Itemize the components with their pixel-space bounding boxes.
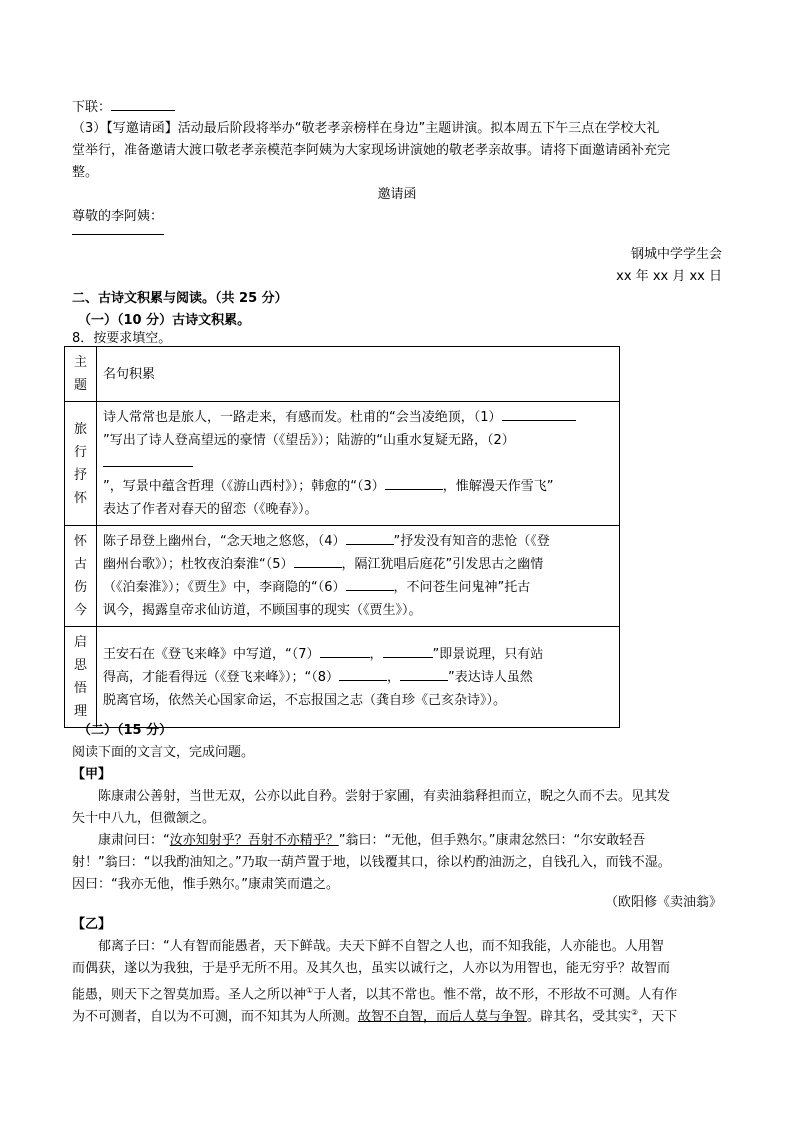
answer-blank-4[interactable] (346, 530, 394, 545)
answer-blank-8b[interactable] (400, 666, 448, 681)
passage-jia-line: 矢十中八九，但微颔之。 (72, 811, 216, 826)
passage-yi-line: 而偶获，遂以为我独，于是乎无所不用。及其久也，虽实以诚行之，人亦以为用智也，能无穷乎？故智而 (72, 961, 671, 976)
table-row-theme (65, 627, 97, 728)
theme-char: 怀 (73, 490, 87, 506)
answer-blank-1[interactable] (502, 406, 576, 421)
subsection-heading: （一）（10 分）古诗文积累。 (78, 313, 251, 328)
answer-blank-8a[interactable] (339, 666, 387, 681)
footnote-marker: ② (631, 1008, 639, 1017)
theme-char: 怀 (73, 534, 87, 549)
passage-text: 。辟其名，受其实 (527, 1009, 632, 1025)
table-row-content (97, 526, 620, 627)
theme-char: 古 (73, 557, 87, 572)
row-text: 幽州台歌》）；杜牧夜泊秦淮“（5） (103, 557, 294, 572)
answer-blank-5[interactable] (294, 553, 342, 568)
table-header-row (65, 347, 620, 402)
table-row-content (97, 402, 620, 526)
theme-char: 思 (73, 658, 87, 673)
couplet-second-line (72, 96, 722, 119)
answer-blank[interactable] (72, 220, 164, 235)
row-text: ”，写景中蕴含哲理（《游山西村》）；韩愈的“（3） (103, 479, 385, 494)
table-header-theme (65, 347, 97, 402)
row-text: 王安石在《登飞来峰》中写道，“（7） (103, 646, 320, 662)
passage-yi-line: 郁离子曰：“人有智而能愚者，天下鲜哉。夫天下鲜不自智之人也，而不知我能，人亦能也。人用智 (98, 939, 664, 954)
answer-blank-3[interactable] (385, 475, 443, 490)
row-text: 诗人常常也是旅人，一路走来，有感而发。杜甫的“会当凌绝顶，（1） (103, 410, 502, 425)
theme-char: 旅 (73, 421, 87, 437)
row-text: 陈子昂登上幽州台，“念天地之悠悠，（4） (103, 534, 346, 549)
row-text: ”表达诗人虽然 (448, 669, 533, 685)
theme-char: 启 (73, 635, 87, 650)
row-text: ，不问苍生问鬼神”托古 (393, 580, 531, 595)
row-text: 得高，才能看得远（《登飞来峰》）；“（8） (103, 669, 340, 685)
row-text: 脱离官场，依然关心国家命运，不忘报国之志（龚自珍《己亥杂诗》）。 (103, 692, 507, 708)
row-text: ”写出了诗人登高望远的豪情（《望岳》）；陆游的“山重水复疑无路，（2） (103, 433, 515, 448)
row-text: ， (369, 646, 383, 662)
q3-line-1: （3）【写邀请函】活动最后阶段将举办“敬老孝亲榜样在身边”主题讲演。拟本周五下午三点在学校大礼 (72, 121, 660, 136)
passage-jia-label: 【甲】 (72, 767, 112, 782)
row-text: ，隔江犹唱后庭花”引发思古之幽情 (341, 557, 544, 572)
reading-instruction: 阅读下面的文言文，完成问题。 (72, 745, 255, 760)
passage-text: 能愚，则天下之智莫加焉。圣人之所以神 (72, 987, 307, 1003)
letter-greeting: 尊敬的李阿姨： (72, 209, 164, 224)
answer-blank-7b[interactable] (383, 643, 433, 658)
passage-jia-line: 陈康肃公善射，当世无双，公亦以此自矜。尝射于家圃，有卖油翁释担而立，睨之久而不去。见其发 (98, 789, 671, 804)
theme-char: 今 (73, 603, 87, 618)
theme-char: 悟 (73, 681, 87, 696)
question-8: 8．按要求填空。 (72, 331, 172, 346)
passage-text: 为不可测者，自以为不可测，而不知其为人所测。 (72, 1009, 359, 1025)
letter-signature-date: xx 年 xx 月 xx 日 (616, 269, 722, 284)
section-heading: 二、古诗文积累与阅读。（共 25 分） (72, 291, 288, 306)
row-text: （《泊秦淮》）；《贾生》中，李商隐的“（6） (103, 580, 346, 595)
underlined-sentence: 汝亦知射乎？吾射不亦精乎？ (169, 833, 339, 848)
table-header-content: 名句积累 (97, 347, 620, 402)
theme-char: 题 (73, 378, 87, 393)
subsection-heading-2: （二）（15 分） (78, 723, 173, 738)
table-row (65, 526, 620, 627)
letter-signature-org: 钢城中学学生会 (630, 247, 722, 262)
table-row-theme (65, 402, 97, 526)
letter-title: 邀请函 (377, 187, 417, 202)
table-row (65, 627, 620, 728)
row-text: ， (387, 669, 401, 685)
row-text: 讽今，揭露皇帝求仙访道，不顾国事的现实（《贾生》）。 (103, 603, 422, 618)
passage-yi-label: 【乙】 (72, 917, 112, 932)
theme-char: 伤 (73, 580, 87, 595)
passage-jia-line (72, 830, 722, 852)
theme-char: 主 (73, 355, 87, 370)
row-text: ”即景说理，只有站 (432, 646, 544, 662)
passage-text: ”翁曰：“无他，但手熟尔。”康肃忿然曰：“尔安敢轻吾 (338, 833, 646, 848)
table-row-theme (65, 526, 97, 627)
passage-jia-line: 因曰：“我亦无他，惟手熟尔。”康肃笑而遣之。 (72, 877, 339, 892)
q3-line-3: 整。 (72, 165, 99, 180)
couplet-label: 下联： (72, 100, 112, 115)
passage-text: ，天下 (638, 1009, 678, 1025)
theme-char: 行 (73, 444, 87, 460)
table-row-content (97, 627, 620, 728)
answer-blank-6[interactable] (346, 576, 394, 591)
row-text: ，惟解漫天作雪飞” (442, 479, 554, 494)
passage-text: 于人者，以其不常也。惟不常，故不形，不形故不可测。人有作 (313, 987, 678, 1003)
underlined-sentence: 故智不自智，而后人莫与争智 (358, 1009, 528, 1025)
theme-char: 抒 (73, 467, 87, 483)
footnote-marker: ① (306, 986, 314, 995)
passage-text: 康肃问曰：“ (98, 833, 170, 848)
theme-char: 理 (73, 704, 87, 719)
answer-blank-2[interactable] (103, 452, 193, 467)
answer-blank[interactable] (111, 96, 175, 111)
letter-body-blank[interactable] (72, 220, 722, 243)
passage-jia-line: 射！”翁曰：“以我酌油知之。”乃取一葫芦置于地，以钱覆其口，徐以杓酌油沥之，自钱孔入，而钱不湿。 (72, 855, 671, 870)
row-text: ”抒发没有知音的悲怆（《登 (393, 534, 550, 549)
answer-blank-7a[interactable] (320, 643, 370, 658)
row-text: 表达了作者对春天的留恋（《晚春》）。 (103, 502, 318, 517)
passage-yi-line (72, 1002, 722, 1028)
accumulation-table (64, 346, 620, 728)
q3-line-2: 堂举行，准备邀请大渡口敬老孝亲模范李阿姨为大家现场讲演她的敬老孝亲故事。请将下面邀请函补充完 (72, 143, 671, 158)
table-row (65, 402, 620, 526)
passage-jia-source: （欧阳修《卖油翁》 (604, 895, 722, 910)
